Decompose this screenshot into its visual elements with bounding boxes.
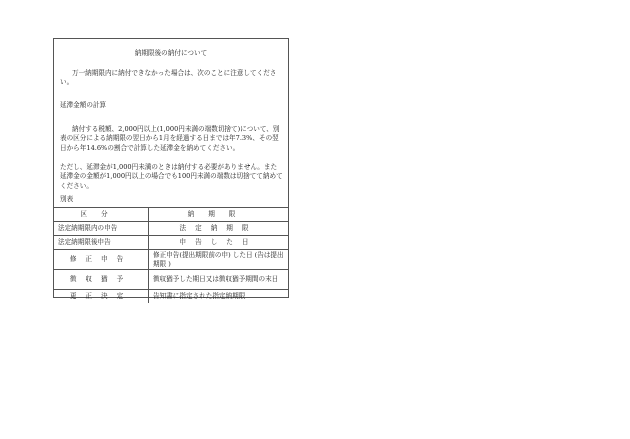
row-value: 法定納期限 — [149, 222, 289, 236]
row-label: 徴収猶予 — [54, 270, 149, 290]
document-title: 納期限後の納付について — [134, 49, 208, 57]
table-row — [54, 270, 288, 290]
calculation-paragraph: 納付する税額、2,000円以上(1,000円未満の端数切捨て)について、別表の区分による納期限の翌日から1月を経過する日までは年7.3%、その翌日から年14.6%の割合で計算した延滞金を納めてください。 — [60, 125, 280, 152]
notice-document — [53, 38, 289, 301]
row-value: 申告した日 — [149, 236, 289, 250]
intro-paragraph: 万一納期限内に納付できなかった場合は、次のことに注意してください。 — [60, 69, 277, 87]
exemption-paragraph: ただし、延滞金が1,000円未満のときは納付する必要がありません。また延滞金の金額が1,000円以上の場合でも100円未満の端数は切捨てて納めてください。 — [60, 163, 283, 190]
table-row — [54, 222, 288, 236]
row-label: 法定納期限後申告 — [54, 236, 149, 250]
due-date-table — [54, 207, 288, 303]
row-value: 告知書に指定された指定納期限 — [149, 290, 289, 304]
row-label: 修正申告 — [54, 250, 149, 270]
row-label: 法定納期限内の申告 — [54, 222, 149, 236]
table-row — [54, 250, 288, 270]
header-due-date: 納期限 — [149, 208, 289, 222]
table-header-row — [54, 208, 288, 222]
row-label: 更正決定 — [54, 290, 149, 304]
table-row — [54, 236, 288, 250]
table-caption: 別表 — [60, 195, 74, 203]
row-value: 修正申告(提出期限前の申) した日 (告は提出期限 ) — [149, 250, 289, 270]
row-value: 徴収猶予した期日又は徴収猶予期間の末日 — [149, 270, 289, 290]
section-heading: 延滞金額の計算 — [60, 101, 107, 109]
table-row — [54, 290, 288, 304]
header-category: 区分 — [54, 208, 149, 222]
